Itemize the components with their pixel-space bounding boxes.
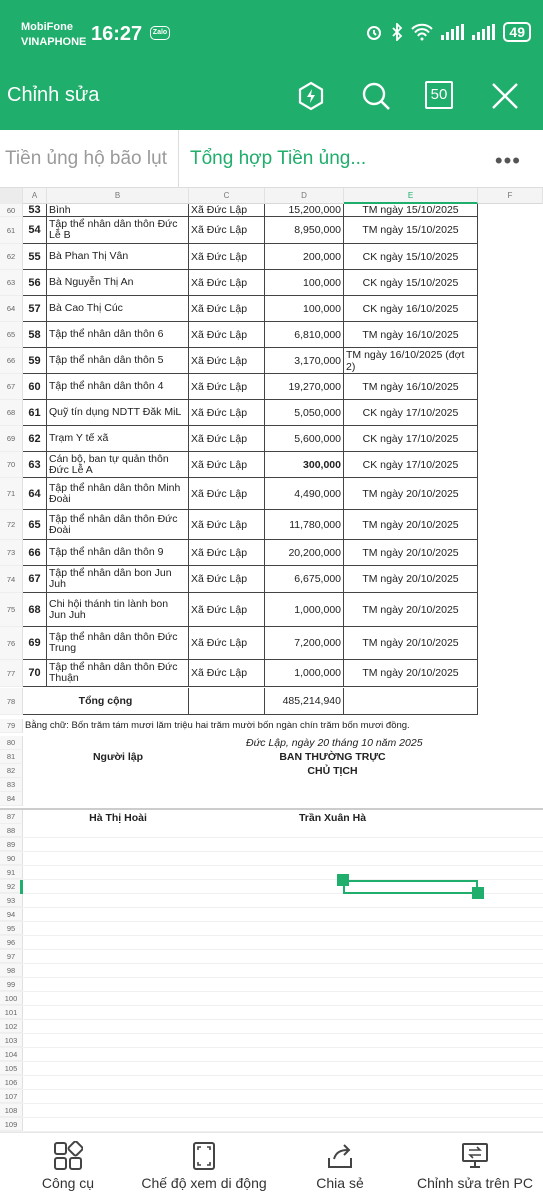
row-number[interactable]: 60 [0, 204, 23, 217]
cell-stt[interactable]: 70 [23, 660, 47, 687]
cell-name[interactable]: Chi hội thánh tin lành bon Jun Juh [47, 593, 189, 627]
share-icon [325, 1141, 355, 1171]
row-number[interactable]: 89 [0, 838, 23, 851]
cell-commune[interactable]: Xã Đức Lập [189, 244, 265, 270]
cell-amount[interactable]: 5,600,000 [265, 426, 344, 452]
sheet-row [0, 808, 543, 824]
sheet-row [0, 719, 543, 733]
cell[interactable] [344, 688, 478, 715]
cell-stt[interactable]: 56 [23, 270, 47, 296]
battery-icon: 49 [503, 22, 531, 42]
row-number[interactable]: 62 [0, 244, 23, 270]
sheet-row [0, 852, 543, 866]
zalo-icon: Zalo [150, 26, 170, 40]
table-row [0, 374, 543, 400]
row-number[interactable]: 109 [0, 1118, 23, 1131]
cell-amount[interactable]: 300,000 [265, 452, 344, 478]
mobile-view-icon [189, 1141, 219, 1171]
cell-stt[interactable]: 62 [23, 426, 47, 452]
cell-amount[interactable]: 3,170,000 [265, 348, 344, 374]
cell-name[interactable]: Tập thể nhân dân thôn Đức Đoài [47, 510, 189, 540]
column-header[interactable]: B [47, 188, 189, 204]
row-number[interactable]: 65 [0, 322, 23, 348]
row-number[interactable]: 78 [0, 688, 23, 715]
cell-note[interactable]: CK ngày 17/10/2025 [344, 426, 478, 452]
row-number[interactable]: 73 [0, 540, 23, 566]
sheet-row [0, 908, 543, 922]
sheet-row [0, 964, 543, 978]
cell-name[interactable]: Tập thể nhân dân thôn Đức Trung [47, 627, 189, 660]
total-label[interactable]: Tổng cộng [23, 688, 189, 715]
row-number[interactable]: 91 [0, 866, 23, 879]
share-button[interactable] [295, 1133, 385, 1191]
table-row [0, 627, 543, 660]
column-header[interactable]: A [23, 188, 47, 204]
cell-stt[interactable]: 57 [23, 296, 47, 322]
cell-commune[interactable]: Xã Đức Lập [189, 400, 265, 426]
cell-stt[interactable]: 63 [23, 452, 47, 478]
page-count-button[interactable]: 50 [425, 81, 453, 109]
row-number[interactable]: 96 [0, 936, 23, 949]
cell-stt[interactable]: 55 [23, 244, 47, 270]
sheet-row [0, 764, 543, 778]
row-number[interactable]: 97 [0, 950, 23, 963]
cell-note[interactable]: CK ngày 16/10/2025 [344, 296, 478, 322]
row-number[interactable]: 75 [0, 593, 23, 627]
cell-name[interactable]: Tập thể nhân dân thôn 4 [47, 374, 189, 400]
column-header-bar [0, 188, 543, 204]
sheet-row [0, 792, 543, 806]
cell-commune[interactable]: Xã Đức Lập [189, 204, 265, 217]
edit-on-pc-button[interactable] [412, 1133, 538, 1191]
cell-stt[interactable]: 67 [23, 566, 47, 593]
cell-note[interactable]: TM ngày 20/10/2025 [344, 540, 478, 566]
table-row [0, 660, 543, 687]
table-row [0, 348, 543, 374]
mobile-view-label: Chế độ xem di động [141, 1175, 267, 1191]
cell[interactable] [189, 688, 265, 715]
app-bar [0, 70, 543, 130]
cell-note[interactable]: TM ngày 16/10/2025 (đợt 2) [344, 348, 478, 374]
cell-amount[interactable]: 20,200,000 [265, 540, 344, 566]
cell-name[interactable]: Tập thể nhân dân thôn 9 [47, 540, 189, 566]
cell-commune[interactable]: Xã Đức Lập [189, 660, 265, 687]
cell-amount[interactable]: 6,675,000 [265, 566, 344, 593]
cell-note[interactable]: TM ngày 20/10/2025 [344, 660, 478, 687]
carrier-info [21, 20, 86, 50]
cell-commune[interactable]: Xã Đức Lập [189, 217, 265, 244]
total-value[interactable]: 485,214,940 [265, 688, 344, 715]
cell-stt[interactable]: 53 [23, 204, 47, 217]
cell-name[interactable]: Tập thể nhân dân thôn Đức Lễ B [47, 217, 189, 244]
cell-commune[interactable]: Xã Đức Lập [189, 426, 265, 452]
tab-tien-ung-ho[interactable]: Tiền ủng hộ bão lụt [5, 148, 167, 169]
row-number[interactable]: 81 [0, 750, 23, 764]
cell-selection[interactable] [343, 880, 478, 894]
share-label: Chia sẻ [316, 1175, 364, 1191]
sheet-row [0, 838, 543, 852]
more-options-button[interactable]: ••• [494, 148, 521, 173]
sheet-row [0, 1034, 543, 1048]
cell-name[interactable]: Quỹ tín dụng NDTT Đăk MiL [47, 400, 189, 426]
row-number[interactable]: 93 [0, 894, 23, 907]
sheet-row [0, 936, 543, 950]
signal-icon-1 [441, 24, 464, 40]
cell-amount[interactable]: 6,810,000 [265, 322, 344, 348]
alarm-icon [365, 23, 383, 41]
sheet-row [0, 866, 543, 880]
row-number[interactable]: 107 [0, 1090, 23, 1103]
cell-name[interactable]: Bà Cao Thị Cúc [47, 296, 189, 322]
row-number[interactable]: 94 [0, 908, 23, 921]
table-row [0, 296, 543, 322]
table-row [0, 217, 543, 244]
clock: 16:27 [91, 23, 143, 45]
row-number[interactable]: 87 [0, 810, 23, 824]
cell-amount[interactable]: 4,490,000 [265, 478, 344, 510]
cell-amount[interactable]: 100,000 [265, 296, 344, 322]
table-row [0, 566, 543, 593]
table-row [0, 452, 543, 478]
table-row [0, 270, 543, 296]
table-row [0, 322, 543, 348]
column-header[interactable]: C [189, 188, 265, 204]
cell-commune[interactable]: Xã Đức Lập [189, 270, 265, 296]
cell-commune[interactable]: Xã Đức Lập [189, 478, 265, 510]
table-row [0, 510, 543, 540]
table-row [0, 244, 543, 270]
ai-assist-icon[interactable] [295, 80, 327, 112]
row-number[interactable]: 101 [0, 1006, 23, 1019]
cell-stt[interactable]: 60 [23, 374, 47, 400]
row-number[interactable]: 77 [0, 660, 23, 687]
cell-note[interactable]: CK ngày 15/10/2025 [344, 244, 478, 270]
row-number[interactable]: 108 [0, 1104, 23, 1117]
cell-stt[interactable]: 66 [23, 540, 47, 566]
sheet-row [0, 978, 543, 992]
close-icon[interactable] [489, 80, 521, 112]
table-row [0, 478, 543, 510]
cell-name[interactable]: Tập thể nhân dân bon Jun Juh [47, 566, 189, 593]
table-row [0, 400, 543, 426]
row-number[interactable]: 100 [0, 992, 23, 1005]
cell-commune[interactable]: Xã Đức Lập [189, 374, 265, 400]
cell-note[interactable]: TM ngày 15/10/2025 [344, 217, 478, 244]
cell-stt[interactable]: 65 [23, 510, 47, 540]
row-number[interactable]: 105 [0, 1062, 23, 1075]
cell-note[interactable]: TM ngày 20/10/2025 [344, 627, 478, 660]
cell-commune[interactable]: Xã Đức Lập [189, 452, 265, 478]
bottom-toolbar [0, 1132, 543, 1200]
cell-note[interactable]: CK ngày 17/10/2025 [344, 452, 478, 478]
sheet-row [0, 736, 543, 750]
amount-in-words[interactable]: Bằng chữ: Bốn trăm tám mươi lăm triệu hai trăm mười bốn ngàn chín trăm bốn mươi đồng. [25, 720, 410, 731]
cell-name[interactable]: Tập thể nhân dân thôn Minh Đoài [47, 478, 189, 510]
cell-amount[interactable]: 15,200,000 [265, 204, 344, 217]
row-number[interactable]: 79 [0, 719, 23, 733]
tab-tong-hop[interactable]: Tổng hợp Tiền ủng... [190, 148, 367, 169]
table-row [0, 593, 543, 627]
row-number[interactable]: 76 [0, 627, 23, 660]
row-number[interactable]: 70 [0, 452, 23, 478]
row-number[interactable]: 63 [0, 270, 23, 296]
row-number[interactable]: 74 [0, 566, 23, 593]
cell-name[interactable]: Trạm Y tế xã [47, 426, 189, 452]
cell-name[interactable]: Bà Nguyễn Thị An [47, 270, 189, 296]
row-number[interactable]: 84 [0, 792, 23, 806]
sheet-row [0, 1006, 543, 1020]
active-row-marker [20, 880, 23, 894]
row-number[interactable]: 82 [0, 764, 23, 778]
table-row [0, 426, 543, 452]
cell-amount[interactable]: 1,000,000 [265, 660, 344, 687]
row-number[interactable]: 83 [0, 778, 23, 792]
cell-stt[interactable]: 54 [23, 217, 47, 244]
cell-commune[interactable]: Xã Đức Lập [189, 348, 265, 374]
cell-name[interactable]: Cán bộ, ban tự quản thôn Đức Lễ A [47, 452, 189, 478]
selection-handle-end[interactable] [472, 887, 484, 899]
cell-commune[interactable]: Xã Đức Lập [189, 322, 265, 348]
sheet-row [0, 1118, 543, 1132]
row-number[interactable]: 90 [0, 852, 23, 865]
column-header[interactable]: D [265, 188, 344, 204]
committee-title[interactable]: BAN THƯỜNG TRỰC [279, 751, 386, 763]
tools-icon [53, 1141, 83, 1171]
cell-amount[interactable]: 11,780,000 [265, 510, 344, 540]
sheet-row [0, 1076, 543, 1090]
row-number[interactable]: 66 [0, 348, 23, 374]
row-number[interactable]: 71 [0, 478, 23, 510]
cell-stt[interactable]: 59 [23, 348, 47, 374]
preparer-title[interactable]: Người lập [92, 751, 144, 763]
mobile-view-button[interactable] [135, 1133, 273, 1191]
cell-stt[interactable]: 68 [23, 593, 47, 627]
sheet-row [0, 992, 543, 1006]
sheet-row [0, 1090, 543, 1104]
cell-amount[interactable]: 100,000 [265, 270, 344, 296]
cell-commune[interactable]: Xã Đức Lập [189, 566, 265, 593]
row-number[interactable]: 80 [0, 736, 23, 750]
row-number[interactable]: 68 [0, 400, 23, 426]
row-number[interactable]: 92 [0, 880, 23, 893]
tools-label: Công cụ [41, 1175, 95, 1191]
signing-date[interactable]: Đức Lập, ngày 20 tháng 10 năm 2025 [246, 737, 423, 749]
row-number[interactable]: 106 [0, 1076, 23, 1089]
cell-stt[interactable]: 64 [23, 478, 47, 510]
cell-amount[interactable]: 200,000 [265, 244, 344, 270]
cell-stt[interactable]: 58 [23, 322, 47, 348]
row-number[interactable]: 99 [0, 978, 23, 991]
cell-note[interactable]: CK ngày 17/10/2025 [344, 400, 478, 426]
table-row [0, 540, 543, 566]
cell-commune[interactable]: Xã Đức Lập [189, 540, 265, 566]
row-number[interactable]: 95 [0, 922, 23, 935]
row-number[interactable]: 104 [0, 1048, 23, 1061]
row-number[interactable]: 103 [0, 1034, 23, 1047]
row-number[interactable]: 61 [0, 217, 23, 244]
table-row [0, 204, 543, 217]
cell-commune[interactable]: Xã Đức Lập [189, 627, 265, 660]
cell-note[interactable]: TM ngày 16/10/2025 [344, 322, 478, 348]
column-header[interactable]: E [344, 188, 478, 204]
search-icon[interactable] [360, 80, 392, 112]
cell-commune[interactable]: Xã Đức Lập [189, 510, 265, 540]
sheet-tabs [0, 130, 543, 188]
row-number[interactable]: 69 [0, 426, 23, 452]
cell-note[interactable]: TM ngày 20/10/2025 [344, 566, 478, 593]
chair-title[interactable]: CHỦ TỊCH [307, 765, 358, 777]
cell-name[interactable]: Bình [47, 204, 189, 217]
select-all-corner[interactable] [0, 188, 23, 204]
sheet-row [0, 824, 543, 838]
page-title: Chỉnh sửa [7, 84, 100, 106]
sheet-row [0, 778, 543, 792]
cell-note[interactable]: TM ngày 16/10/2025 [344, 374, 478, 400]
pc-icon [460, 1141, 490, 1171]
cell-stt[interactable]: 69 [23, 627, 47, 660]
spreadsheet-grid[interactable] [0, 188, 543, 1132]
row-number[interactable]: 67 [0, 374, 23, 400]
sheet-row [0, 1020, 543, 1034]
column-header[interactable]: F [478, 188, 543, 204]
cell-note[interactable]: TM ngày 15/10/2025 [344, 204, 478, 217]
sheet-row [0, 950, 543, 964]
sheet-row [0, 1048, 543, 1062]
cell-note[interactable]: TM ngày 20/10/2025 [344, 478, 478, 510]
carrier-2: VINAPHONE [21, 36, 87, 48]
carrier-1: MobiFone [21, 21, 73, 33]
sheet-row [0, 1104, 543, 1118]
cell-note[interactable]: TM ngày 20/10/2025 [344, 593, 478, 627]
row-number[interactable]: 88 [0, 824, 23, 837]
tools-button[interactable] [18, 1133, 118, 1191]
sheet-row [0, 894, 543, 908]
cell-note[interactable]: TM ngày 20/10/2025 [344, 510, 478, 540]
cell-amount[interactable]: 19,270,000 [265, 374, 344, 400]
cell-commune[interactable]: Xã Đức Lập [189, 593, 265, 627]
row-number[interactable]: 98 [0, 964, 23, 977]
wifi-icon [411, 23, 433, 41]
tab-divider [178, 130, 179, 188]
cell-name[interactable]: Tập thể nhân dân thôn 6 [47, 322, 189, 348]
status-bar [0, 0, 543, 70]
total-row [0, 688, 543, 715]
cell-amount[interactable]: 5,050,000 [265, 400, 344, 426]
cell-name[interactable]: Bà Phan Thị Vân [47, 244, 189, 270]
cell-amount[interactable]: 7,200,000 [265, 627, 344, 660]
cell-note[interactable]: CK ngày 15/10/2025 [344, 270, 478, 296]
cell-stt[interactable]: 61 [23, 400, 47, 426]
edit-on-pc-label: Chỉnh sửa trên PC [417, 1175, 533, 1191]
sheet-row [0, 750, 543, 764]
bluetooth-icon [391, 23, 403, 41]
cell-name[interactable]: Tập thể nhân dân thôn 5 [47, 348, 189, 374]
sheet-row [0, 1062, 543, 1076]
cell-amount[interactable]: 1,000,000 [265, 593, 344, 627]
cell-amount[interactable]: 8,950,000 [265, 217, 344, 244]
preparer-name[interactable]: Hà Thị Hoài [89, 812, 147, 824]
row-number[interactable]: 72 [0, 510, 23, 540]
row-number[interactable]: 64 [0, 296, 23, 322]
cell-commune[interactable]: Xã Đức Lập [189, 296, 265, 322]
chair-name[interactable]: Trần Xuân Hà [298, 812, 367, 824]
signal-icon-2 [472, 24, 495, 40]
sheet-row [0, 922, 543, 936]
cell-name[interactable]: Tập thể nhân dân thôn Đức Thuận [47, 660, 189, 687]
selection-handle-start[interactable] [337, 874, 349, 886]
status-icons [365, 22, 531, 42]
row-number[interactable]: 102 [0, 1020, 23, 1033]
